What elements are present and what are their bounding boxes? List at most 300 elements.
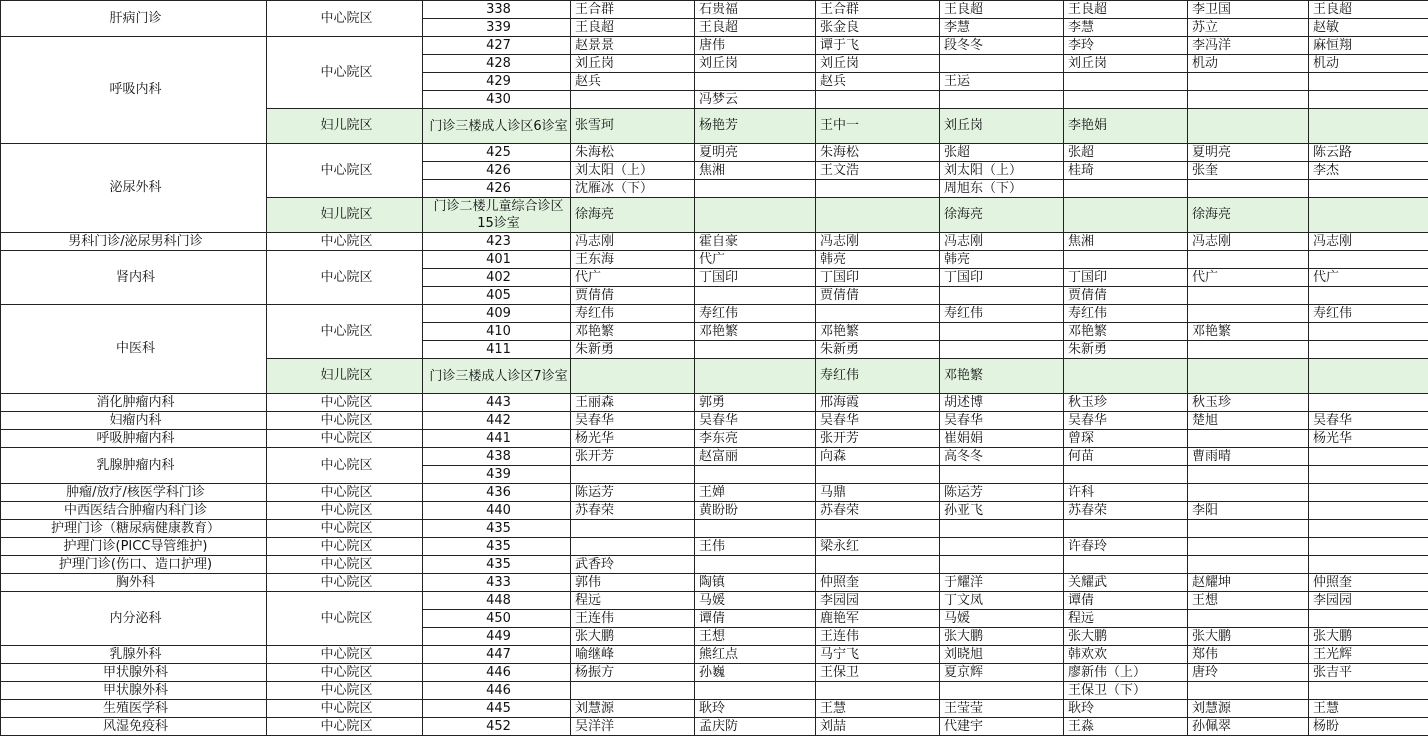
doctor-cell: 丁文凤 (940, 592, 1064, 610)
doctor-cell (1309, 341, 1428, 359)
doctor-cell: 张超 (940, 144, 1064, 162)
doctor-cell (1064, 466, 1188, 484)
doctor-cell (940, 341, 1064, 359)
campus-cell: 中心院区 (267, 484, 423, 502)
campus-cell: 中心院区 (267, 700, 423, 718)
doctor-cell (1309, 682, 1428, 700)
doctor-cell (1188, 610, 1309, 628)
doctor-cell: 喻继峰 (571, 646, 695, 664)
doctor-cell: 韩亮 (816, 251, 940, 269)
doctor-cell (1188, 91, 1309, 109)
doctor-cell: 丁国印 (1064, 269, 1188, 287)
doctor-cell (1188, 180, 1309, 198)
doctor-cell (1064, 520, 1188, 538)
doctor-cell: 郭勇 (695, 394, 816, 412)
room-cell: 429 (423, 73, 571, 91)
doctor-cell (1188, 109, 1309, 144)
doctor-cell: 秋玉珍 (1188, 394, 1309, 412)
doctor-cell: 韩亮 (940, 251, 1064, 269)
campus-cell: 中心院区 (267, 502, 423, 520)
doctor-cell: 邢海霞 (816, 394, 940, 412)
doctor-cell (571, 91, 695, 109)
doctor-cell: 王想 (1188, 592, 1309, 610)
doctor-cell: 朱海松 (816, 144, 940, 162)
campus-cell: 中心院区 (267, 520, 423, 538)
doctor-cell: 苏春荣 (1064, 502, 1188, 520)
doctor-cell: 徐海亮 (940, 198, 1064, 233)
doctor-cell: 向森 (816, 448, 940, 466)
doctor-cell: 赵富丽 (695, 448, 816, 466)
doctor-cell: 焦湘 (695, 162, 816, 180)
doctor-cell (1064, 180, 1188, 198)
department-cell: 肾内科 (1, 251, 267, 305)
doctor-cell: 代广 (1309, 269, 1428, 287)
doctor-cell: 李园园 (816, 592, 940, 610)
room-cell: 449 (423, 628, 571, 646)
doctor-cell: 吴春华 (571, 412, 695, 430)
room-cell: 426 (423, 180, 571, 198)
doctor-cell (1309, 323, 1428, 341)
doctor-cell: 李园园 (1309, 592, 1428, 610)
doctor-cell: 马宁飞 (816, 646, 940, 664)
doctor-cell: 王想 (695, 628, 816, 646)
doctor-cell: 关耀武 (1064, 574, 1188, 592)
doctor-cell: 杨光华 (1309, 430, 1428, 448)
doctor-cell: 霍自豪 (695, 233, 816, 251)
room-cell: 450 (423, 610, 571, 628)
department-cell: 乳腺外科 (1, 646, 267, 664)
room-cell: 436 (423, 484, 571, 502)
doctor-cell: 寿红伟 (1064, 305, 1188, 323)
doctor-cell (940, 55, 1064, 73)
doctor-cell: 王良超 (695, 19, 816, 37)
doctor-cell: 唐伟 (695, 37, 816, 55)
doctor-cell: 赵兵 (816, 73, 940, 91)
doctor-cell: 代建宇 (940, 718, 1064, 736)
doctor-cell (1309, 198, 1428, 233)
doctor-cell: 于耀洋 (940, 574, 1064, 592)
doctor-cell (695, 520, 816, 538)
campus-cell: 中心院区 (267, 412, 423, 430)
room-cell: 435 (423, 556, 571, 574)
department-cell: 妇瘤内科 (1, 412, 267, 430)
doctor-cell (1309, 502, 1428, 520)
doctor-cell: 贾倩倩 (1064, 287, 1188, 305)
table-row (1, 520, 1428, 538)
campus-cell: 中心院区 (267, 448, 423, 484)
doctor-cell (1188, 251, 1309, 269)
doctor-cell: 张开芳 (571, 448, 695, 466)
doctor-cell (695, 682, 816, 700)
doctor-cell: 石贵福 (695, 1, 816, 19)
doctor-cell: 李慧 (1064, 19, 1188, 37)
doctor-cell (940, 556, 1064, 574)
doctor-cell: 刘太阳（上） (940, 162, 1064, 180)
table-row (1, 592, 1428, 610)
table-row (1, 251, 1428, 269)
room-cell: 338 (423, 1, 571, 19)
department-cell: 生殖医学科 (1, 700, 267, 718)
doctor-cell: 邓艳繁 (695, 323, 816, 341)
doctor-cell: 谭倩 (695, 610, 816, 628)
doctor-cell (1309, 538, 1428, 556)
doctor-cell: 胡述博 (940, 394, 1064, 412)
doctor-cell (1309, 109, 1428, 144)
doctor-cell (1309, 484, 1428, 502)
doctor-cell: 王良超 (1064, 1, 1188, 19)
doctor-cell: 王运 (940, 73, 1064, 91)
room-cell: 443 (423, 394, 571, 412)
doctor-cell (1064, 91, 1188, 109)
department-cell: 男科门诊/泌尿男科门诊 (1, 233, 267, 251)
doctor-cell: 王文浩 (816, 162, 940, 180)
doctor-cell: 黄盼盼 (695, 502, 816, 520)
doctor-cell: 孟庆防 (695, 718, 816, 736)
doctor-cell: 陈运芳 (940, 484, 1064, 502)
table-row (1, 233, 1428, 251)
doctor-cell: 邓艳繁 (816, 323, 940, 341)
campus-cell: 中心院区 (267, 592, 423, 646)
doctor-cell: 王莹莹 (940, 700, 1064, 718)
doctor-cell: 机动 (1309, 55, 1428, 73)
doctor-cell: 熊红点 (695, 646, 816, 664)
doctor-cell: 邓艳繁 (1064, 323, 1188, 341)
doctor-cell: 冯志刚 (571, 233, 695, 251)
doctor-cell: 秋玉珍 (1064, 394, 1188, 412)
campus-cell: 中心院区 (267, 233, 423, 251)
department-cell: 肝病门诊 (1, 1, 267, 37)
campus-cell: 中心院区 (267, 430, 423, 448)
doctor-cell: 王合群 (816, 1, 940, 19)
doctor-cell (816, 198, 940, 233)
doctor-cell: 孙佩翠 (1188, 718, 1309, 736)
room-cell: 445 (423, 700, 571, 718)
doctor-cell: 夏京辉 (940, 664, 1064, 682)
table-row (1, 502, 1428, 520)
doctor-cell: 仲照奎 (1309, 574, 1428, 592)
doctor-cell (1309, 91, 1428, 109)
doctor-cell: 王伟 (695, 538, 816, 556)
doctor-cell (1309, 556, 1428, 574)
doctor-cell: 李东亮 (695, 430, 816, 448)
room-cell: 433 (423, 574, 571, 592)
department-cell: 护理门诊（糖尿病健康教育） (1, 520, 267, 538)
campus-cell: 中心院区 (267, 646, 423, 664)
doctor-cell (1188, 341, 1309, 359)
doctor-cell: 曾琛 (1064, 430, 1188, 448)
doctor-cell: 韩欢欢 (1064, 646, 1188, 664)
doctor-cell: 许春玲 (1064, 538, 1188, 556)
room-cell: 423 (423, 233, 571, 251)
table-row (1, 574, 1428, 592)
room-cell: 门诊三楼成人诊区6诊室 (423, 109, 571, 144)
doctor-cell: 李玲 (1064, 37, 1188, 55)
doctor-cell: 王保卫（下） (1064, 682, 1188, 700)
room-cell: 440 (423, 502, 571, 520)
table-row (1, 718, 1428, 736)
campus-cell: 中心院区 (267, 1, 423, 37)
doctor-cell: 王东海 (571, 251, 695, 269)
doctor-cell: 陈运芳 (571, 484, 695, 502)
doctor-cell: 王光辉 (1309, 646, 1428, 664)
doctor-cell: 段冬冬 (940, 37, 1064, 55)
doctor-cell (1309, 448, 1428, 466)
room-cell: 430 (423, 91, 571, 109)
table-row (1, 682, 1428, 700)
doctor-cell (1309, 180, 1428, 198)
doctor-cell: 程远 (1064, 610, 1188, 628)
doctor-cell (1188, 359, 1309, 394)
doctor-cell: 吴春华 (816, 412, 940, 430)
doctor-cell: 赵敏 (1309, 19, 1428, 37)
doctor-cell (816, 520, 940, 538)
doctor-cell (1188, 466, 1309, 484)
doctor-cell (1188, 287, 1309, 305)
doctor-cell: 寿红伟 (1309, 305, 1428, 323)
doctor-cell (571, 466, 695, 484)
doctor-cell: 武香玲 (571, 556, 695, 574)
doctor-cell (940, 538, 1064, 556)
doctor-cell: 冯志刚 (1309, 233, 1428, 251)
doctor-cell: 王慧 (816, 700, 940, 718)
doctor-cell: 吴春华 (940, 412, 1064, 430)
department-cell: 中西医结合肿瘤内科门诊 (1, 502, 267, 520)
doctor-cell: 唐玲 (1188, 664, 1309, 682)
doctor-cell: 鹿艳军 (816, 610, 940, 628)
doctor-cell: 张吉平 (1309, 664, 1428, 682)
doctor-cell: 张大鹏 (1188, 628, 1309, 646)
doctor-cell (1309, 251, 1428, 269)
doctor-cell (1188, 73, 1309, 91)
room-cell: 427 (423, 37, 571, 55)
doctor-cell: 杨盼 (1309, 718, 1428, 736)
doctor-cell: 郭伟 (571, 574, 695, 592)
table-row (1, 37, 1428, 55)
room-cell: 402 (423, 269, 571, 287)
doctor-cell: 赵耀坤 (1188, 574, 1309, 592)
doctor-cell: 张雪珂 (571, 109, 695, 144)
doctor-cell: 夏明亮 (695, 144, 816, 162)
doctor-cell: 楚旭 (1188, 412, 1309, 430)
doctor-cell: 耿玲 (1064, 700, 1188, 718)
room-cell: 426 (423, 162, 571, 180)
doctor-cell: 杨光华 (571, 430, 695, 448)
department-cell: 呼吸肿瘤内科 (1, 430, 267, 448)
doctor-cell: 谭于飞 (816, 37, 940, 55)
department-cell: 消化肿瘤内科 (1, 394, 267, 412)
doctor-cell (816, 91, 940, 109)
doctor-cell: 冯志刚 (816, 233, 940, 251)
doctor-cell: 沈雁冰（下） (571, 180, 695, 198)
doctor-cell: 刘慧源 (1188, 700, 1309, 718)
department-cell: 甲状腺外科 (1, 682, 267, 700)
doctor-cell (940, 287, 1064, 305)
room-cell: 448 (423, 592, 571, 610)
doctor-cell: 李阳 (1188, 502, 1309, 520)
campus-cell: 中心院区 (267, 574, 423, 592)
doctor-cell: 王中一 (816, 109, 940, 144)
campus-cell: 妇儿院区 (267, 109, 423, 144)
doctor-cell: 孙巍 (695, 664, 816, 682)
doctor-cell: 吴洋洋 (571, 718, 695, 736)
doctor-cell: 马媛 (940, 610, 1064, 628)
room-cell: 410 (423, 323, 571, 341)
table-row (1, 664, 1428, 682)
doctor-cell: 刘太阳（上） (571, 162, 695, 180)
doctor-cell: 马鼎 (816, 484, 940, 502)
room-cell: 425 (423, 144, 571, 162)
doctor-cell (695, 198, 816, 233)
doctor-cell: 吴春华 (1064, 412, 1188, 430)
doctor-cell (1309, 287, 1428, 305)
doctor-cell: 刘丘岗 (940, 109, 1064, 144)
doctor-cell: 王婵 (695, 484, 816, 502)
room-cell: 门诊二楼儿童综合诊区15诊室 (423, 198, 571, 233)
doctor-cell: 王慧 (1309, 700, 1428, 718)
room-cell: 439 (423, 466, 571, 484)
doctor-cell (1188, 682, 1309, 700)
schedule-body (1, 1, 1428, 736)
doctor-cell: 刘丘岗 (695, 55, 816, 73)
doctor-cell: 王丽森 (571, 394, 695, 412)
campus-cell: 妇儿院区 (267, 198, 423, 233)
doctor-cell (816, 180, 940, 198)
table-row (1, 144, 1428, 162)
doctor-cell: 李卫国 (1188, 1, 1309, 19)
doctor-cell: 丁国印 (695, 269, 816, 287)
doctor-cell: 王淼 (1064, 718, 1188, 736)
doctor-cell: 李杰 (1309, 162, 1428, 180)
doctor-cell (1064, 198, 1188, 233)
doctor-cell: 王良超 (571, 19, 695, 37)
doctor-cell: 邓艳繁 (940, 359, 1064, 394)
doctor-cell (1188, 305, 1309, 323)
doctor-cell: 徐海亮 (1188, 198, 1309, 233)
doctor-cell (571, 359, 695, 394)
room-cell: 401 (423, 251, 571, 269)
campus-cell: 中心院区 (267, 538, 423, 556)
department-cell: 甲状腺外科 (1, 664, 267, 682)
doctor-cell: 夏明亮 (1188, 144, 1309, 162)
doctor-cell: 丁国印 (816, 269, 940, 287)
doctor-cell (816, 466, 940, 484)
doctor-cell: 王良超 (940, 1, 1064, 19)
doctor-cell (816, 556, 940, 574)
campus-cell: 中心院区 (267, 718, 423, 736)
doctor-cell: 徐海亮 (571, 198, 695, 233)
doctor-cell (571, 682, 695, 700)
doctor-cell: 代广 (695, 251, 816, 269)
doctor-cell: 王连伟 (816, 628, 940, 646)
table-row (1, 646, 1428, 664)
doctor-cell (1064, 556, 1188, 574)
doctor-cell: 李慧 (940, 19, 1064, 37)
doctor-cell: 刘丘岗 (1064, 55, 1188, 73)
table-row (1, 1, 1428, 19)
doctor-cell (571, 520, 695, 538)
department-cell: 乳腺肿瘤内科 (1, 448, 267, 484)
table-row (1, 448, 1428, 466)
room-cell: 409 (423, 305, 571, 323)
doctor-cell: 张开芳 (816, 430, 940, 448)
doctor-cell: 苏立 (1188, 19, 1309, 37)
room-cell: 442 (423, 412, 571, 430)
doctor-cell (695, 341, 816, 359)
room-cell: 452 (423, 718, 571, 736)
doctor-cell: 廖新伟（上） (1064, 664, 1188, 682)
doctor-cell: 吴春华 (1309, 412, 1428, 430)
doctor-cell: 张大鹏 (940, 628, 1064, 646)
doctor-cell (695, 287, 816, 305)
doctor-cell: 张奎 (1188, 162, 1309, 180)
doctor-cell (940, 466, 1064, 484)
table-row (1, 394, 1428, 412)
campus-cell: 中心院区 (267, 394, 423, 412)
department-cell: 胸外科 (1, 574, 267, 592)
doctor-cell: 赵景景 (571, 37, 695, 55)
doctor-cell: 耿玲 (695, 700, 816, 718)
doctor-cell: 朱新勇 (1064, 341, 1188, 359)
doctor-cell: 冯志刚 (1188, 233, 1309, 251)
doctor-cell: 邓艳繁 (571, 323, 695, 341)
department-cell: 呼吸内科 (1, 37, 267, 144)
campus-cell: 中心院区 (267, 664, 423, 682)
doctor-cell: 冯志刚 (940, 233, 1064, 251)
doctor-cell: 李冯洋 (1188, 37, 1309, 55)
doctor-cell: 代广 (1188, 269, 1309, 287)
doctor-cell: 机动 (1188, 55, 1309, 73)
doctor-cell (695, 466, 816, 484)
doctor-cell: 丁国印 (940, 269, 1064, 287)
doctor-cell (695, 180, 816, 198)
room-cell: 门诊三楼成人诊区7诊室 (423, 359, 571, 394)
doctor-cell (1309, 73, 1428, 91)
doctor-cell: 寿红伟 (816, 359, 940, 394)
room-cell: 446 (423, 664, 571, 682)
doctor-cell: 苏春荣 (816, 502, 940, 520)
room-cell: 435 (423, 538, 571, 556)
doctor-cell: 刘晓旭 (940, 646, 1064, 664)
room-cell: 405 (423, 287, 571, 305)
doctor-cell (1188, 430, 1309, 448)
department-cell: 护理门诊(伤口、造口护理) (1, 556, 267, 574)
campus-cell: 中心院区 (267, 144, 423, 198)
doctor-cell (695, 359, 816, 394)
doctor-cell (571, 538, 695, 556)
doctor-cell: 张大鹏 (1064, 628, 1188, 646)
campus-cell: 中心院区 (267, 556, 423, 574)
campus-cell: 中心院区 (267, 305, 423, 359)
room-cell: 411 (423, 341, 571, 359)
doctor-cell (940, 323, 1064, 341)
doctor-cell: 刘丘岗 (816, 55, 940, 73)
doctor-cell: 朱新勇 (816, 341, 940, 359)
doctor-cell: 贾倩倩 (816, 287, 940, 305)
doctor-cell: 仲照奎 (816, 574, 940, 592)
department-cell: 肿瘤/放疗/核医学科门诊 (1, 484, 267, 502)
doctor-cell: 张金良 (816, 19, 940, 37)
doctor-cell (1309, 610, 1428, 628)
doctor-cell (1309, 359, 1428, 394)
doctor-cell: 苏春荣 (571, 502, 695, 520)
doctor-cell (1309, 520, 1428, 538)
table-row (1, 430, 1428, 448)
doctor-cell: 寿红伟 (940, 305, 1064, 323)
doctor-cell: 焦湘 (1064, 233, 1188, 251)
doctor-cell: 邓艳繁 (1188, 323, 1309, 341)
doctor-cell: 寿红伟 (571, 305, 695, 323)
doctor-cell: 陈云路 (1309, 144, 1428, 162)
